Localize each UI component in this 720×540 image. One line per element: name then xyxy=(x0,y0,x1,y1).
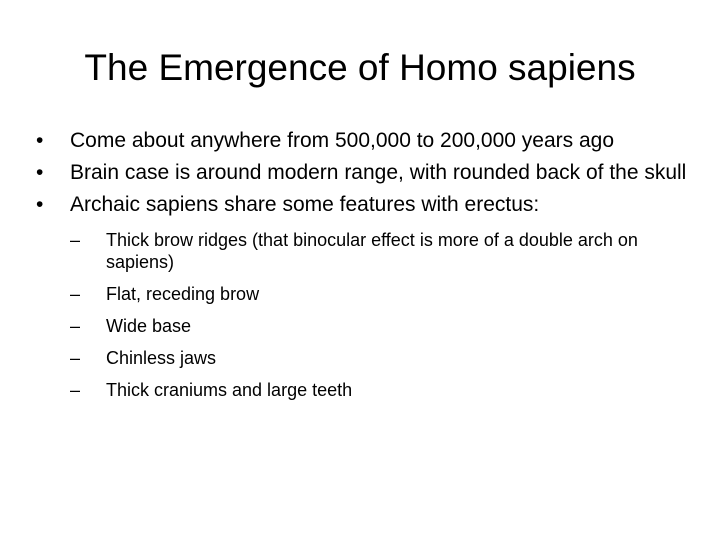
dash-marker: – xyxy=(70,348,81,368)
sub-bullet-item xyxy=(70,283,696,305)
dash-marker: – xyxy=(70,284,81,304)
sub-bullet-item xyxy=(70,347,696,369)
bullet-list xyxy=(36,128,696,411)
sub-bullet-list xyxy=(70,229,696,401)
dash-marker: – xyxy=(70,230,81,250)
bullet-item xyxy=(36,128,696,153)
bullet-text: Come about anywhere from 500,000 to 200,000 years ago xyxy=(70,129,615,152)
bullet-text: Brain case is around modern range, with rounded back of the skull xyxy=(70,161,687,184)
bullet-marker: • xyxy=(36,161,44,184)
sub-bullet-text: Chinless jaws xyxy=(106,348,217,368)
bullet-marker: • xyxy=(36,129,44,152)
slide-title: The Emergence of Homo sapiens xyxy=(84,47,636,88)
sub-bullet-text: Thick craniums and large teeth xyxy=(106,380,353,400)
bullet-marker: • xyxy=(36,193,44,216)
dash-marker: – xyxy=(70,380,81,400)
bullet-text: Archaic sapiens share some features with erectus: xyxy=(70,193,540,216)
sub-bullet-text: Flat, receding brow xyxy=(106,284,260,304)
sub-bullet-item xyxy=(70,229,696,273)
bullet-item xyxy=(36,160,696,185)
dash-marker: – xyxy=(70,316,81,336)
sub-bullet-item xyxy=(70,315,696,337)
sub-bullet-text: Wide base xyxy=(106,316,192,336)
sub-bullet-item xyxy=(70,379,696,401)
bullet-item xyxy=(36,192,696,401)
sub-bullet-text: Thick brow ridges (that binocular effect is more of a double arch on sapiens) xyxy=(106,230,638,272)
